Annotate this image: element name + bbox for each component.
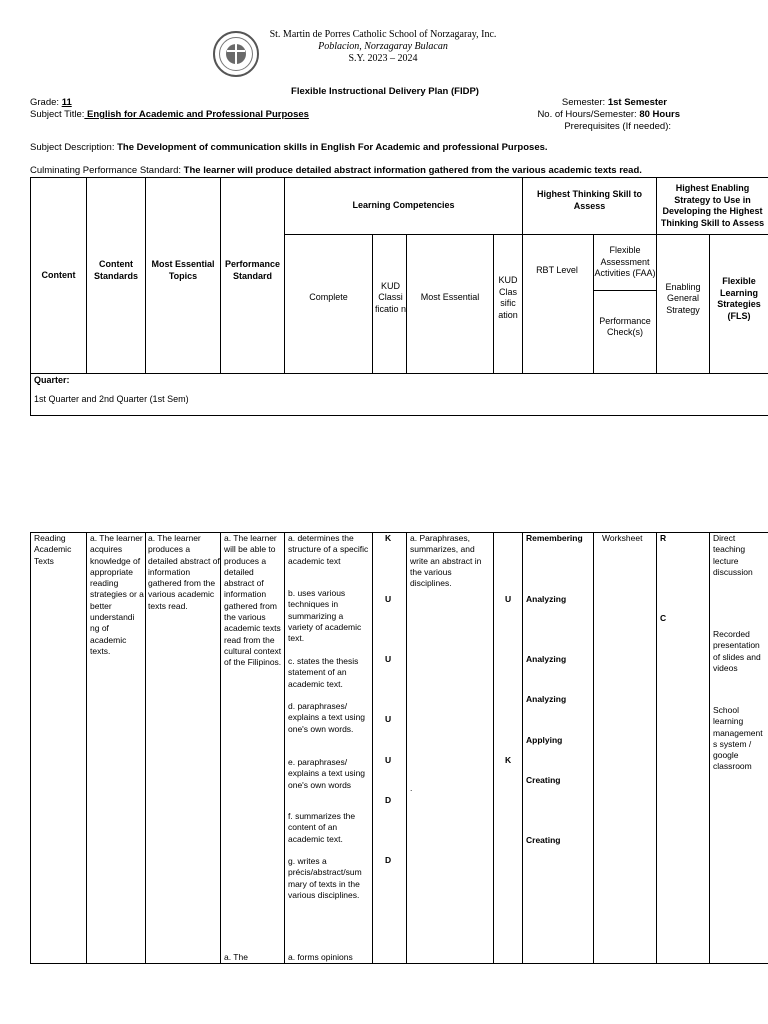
standard-value: The learner will produce detailed abstract information gathered from the various academic texts read. bbox=[183, 165, 642, 176]
header-enabling-general-strategy: Enabling General Strategy bbox=[665, 281, 701, 315]
row-content-standards: a. The learner acquires knowledge of appropriate reading strategies or a better understandi ng of academic texts. bbox=[90, 533, 144, 656]
row-most-essential: a. Paraphrases, summarizes, and write an abstract in the various disciplines. bbox=[410, 533, 482, 589]
fls-2: Recorded presentation of slides and videos bbox=[713, 629, 761, 673]
culminating-standard bbox=[30, 165, 642, 177]
header-highest-thinking-skill: Highest Thinking Skill to Assess bbox=[536, 189, 642, 211]
plan-title: Flexible Instructional Delivery Plan (FIDP) bbox=[291, 86, 479, 97]
competency-h: a. forms opinions bbox=[288, 952, 353, 962]
kud-c: U bbox=[385, 654, 392, 664]
row-performance-standard-2: a. The bbox=[224, 952, 248, 962]
header-fls: Flexible Learning Strategies (FLS) bbox=[717, 276, 761, 321]
standard-label: Culminating Performance Standard: bbox=[30, 165, 184, 176]
kud-a: K bbox=[385, 533, 392, 543]
competency-d: d. paraphrases/ explains a text using one's own words. bbox=[288, 701, 366, 734]
row-performance-standard: a. The learner will be able to produces a detailed abstract of information gathered from the various academic texts read from the cultural context of the Filipinos. bbox=[224, 533, 282, 668]
header-faa: Flexible Assessment Activities (FAA) bbox=[594, 245, 656, 279]
subject-value: English for Academic and Professional Purposes bbox=[84, 109, 309, 120]
header-kud-classification-2: KUD Clas sific ation bbox=[498, 275, 518, 320]
grade-line bbox=[30, 97, 72, 109]
rbt-level-7: Creating bbox=[526, 835, 561, 845]
header-learning-competencies: Learning Competencies bbox=[352, 200, 455, 211]
rbt-level-3: Analyzing bbox=[526, 654, 567, 664]
rbt-level-4: Analyzing bbox=[526, 694, 567, 704]
subject-line bbox=[30, 109, 309, 121]
competency-c: c. states the thesis statement of an academic text. bbox=[288, 656, 359, 689]
enabling-c: C bbox=[660, 613, 667, 623]
hours-label: No. of Hours/Semester: bbox=[537, 109, 640, 120]
quarter-label: Quarter: bbox=[34, 375, 70, 385]
header-highest-enabling-strategy: Highest Enabling Strategy to Use in Developing the Highest Thinking Skill to Assess bbox=[660, 183, 765, 228]
subject-label: Subject Title: bbox=[30, 109, 85, 120]
competency-a: a. determines the structure of a specific academic text bbox=[288, 533, 369, 566]
kud-g: D bbox=[385, 855, 392, 865]
header-most-essential-topics: Most Essential Topics bbox=[151, 259, 215, 281]
school-name: St. Martin de Porres Catholic School of Norzagaray, Inc. bbox=[269, 29, 497, 40]
header-complete: Complete bbox=[309, 292, 348, 303]
prerequisites-line: Prerequisites (If needed): bbox=[564, 121, 671, 132]
kud-e: U bbox=[385, 755, 392, 765]
kud-b: U bbox=[385, 594, 392, 604]
quarter-value: 1st Quarter and 2nd Quarter (1st Sem) bbox=[34, 394, 189, 404]
row-dot: . bbox=[410, 783, 413, 793]
grade-label: Grade: bbox=[30, 97, 62, 108]
school-year: S.Y. 2023 – 2024 bbox=[348, 53, 418, 64]
fls-1: Direct teaching lecture discussion bbox=[713, 533, 753, 577]
row-content: Reading Academic Texts bbox=[34, 533, 72, 566]
enabling-r: R bbox=[660, 533, 667, 543]
semester-line bbox=[480, 97, 667, 109]
header-performance-checks: Performance Check(s) bbox=[599, 315, 651, 337]
rbt-level-5: Applying bbox=[526, 735, 563, 745]
header-performance-standard: Performance Standard bbox=[224, 259, 281, 281]
header-kud-classification: KUD Classi ficatio n bbox=[374, 280, 407, 314]
kud-f: D bbox=[385, 795, 392, 805]
subject-description bbox=[30, 142, 548, 154]
fls-3: School learning management s system / google classroom bbox=[713, 705, 763, 772]
semester-label: Semester: bbox=[561, 97, 608, 108]
kud2-u: U bbox=[505, 594, 512, 604]
description-label: Subject Description: bbox=[30, 142, 118, 153]
header-rbt-level: RBT Level bbox=[536, 265, 578, 275]
rbt-level-6: Creating bbox=[526, 775, 561, 785]
description-value: The Development of communication skills in English For Academic and professional Purposes. bbox=[117, 142, 548, 153]
header-content: Content bbox=[41, 269, 76, 280]
kud2-k: K bbox=[505, 755, 512, 765]
competency-b: b. uses various techniques in summarizing a variety of academic text. bbox=[288, 588, 362, 644]
rbt-level-1: Remembering bbox=[526, 533, 583, 543]
header-content-standards: Content Standards bbox=[93, 259, 138, 281]
competency-f: f. summarizes the content of an academic text. bbox=[288, 811, 356, 844]
rbt-level-2: Analyzing bbox=[526, 594, 567, 604]
school-address: Poblacion, Norzagaray Bulacan bbox=[318, 41, 448, 52]
competency-g: g. writes a précis/abstract/sum mary of texts in the various disciplines. bbox=[288, 856, 362, 900]
grade-value: 11 bbox=[61, 97, 72, 108]
hours-line bbox=[480, 109, 680, 121]
header-most-essential: Most Essential bbox=[420, 292, 480, 303]
hours-value: 80 Hours bbox=[639, 109, 680, 120]
competency-e: e. paraphrases/ explains a text using one's own words bbox=[288, 757, 366, 790]
row-most-essential-topics: a. The learner produces a detailed abstract of information gathered from the various academic texts read. bbox=[148, 533, 220, 611]
row-faa: Worksheet bbox=[602, 533, 643, 543]
semester-value: 1st Semester bbox=[607, 97, 667, 108]
kud-d: U bbox=[385, 714, 392, 724]
